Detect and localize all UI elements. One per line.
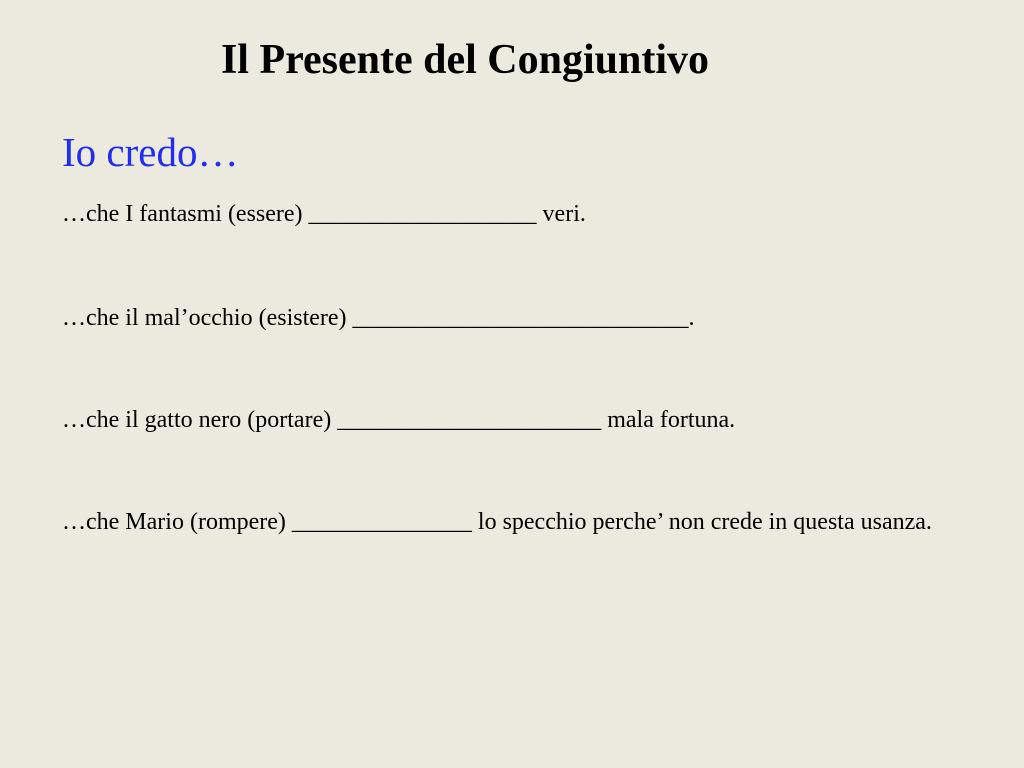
slide-title: Il Presente del Congiuntivo (220, 37, 710, 83)
exercise-sentence: …che Mario (rompere) _______________ lo specchio perche’ non crede in questa usanza. (62, 509, 932, 535)
slide-subtitle: Io credo… (62, 129, 239, 175)
exercise-sentence: …che il mal’occhio (esistere) ____________________________. (62, 305, 695, 331)
exercise-sentence: …che il gatto nero (portare) ______________________ mala fortuna. (62, 407, 736, 433)
exercise-sentence: …che I fantasmi (essere) ___________________ veri. (62, 201, 586, 227)
